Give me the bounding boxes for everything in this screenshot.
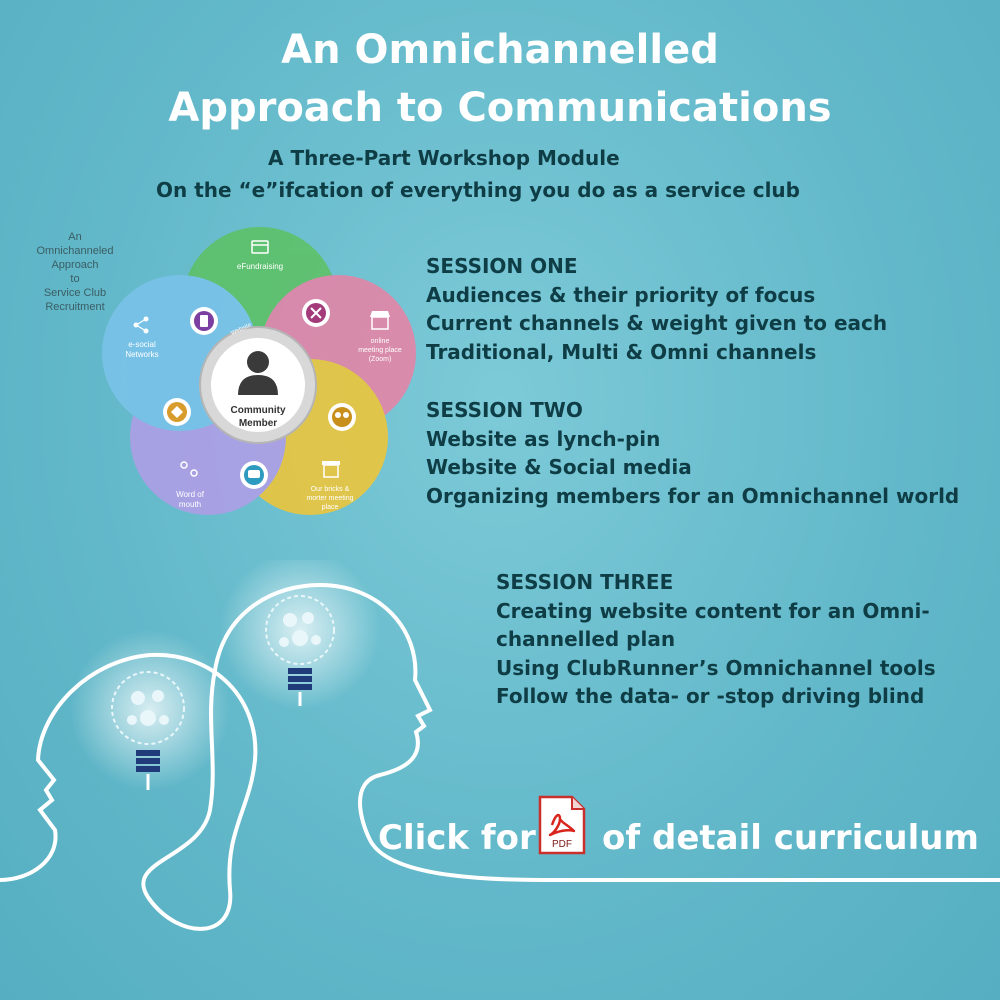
session-item: Audiences & their priority of focus — [426, 282, 816, 307]
session-item: Follow the data- or -stop driving blind — [496, 684, 925, 708]
session-item: Using ClubRunner’s Omnichannel tools — [496, 655, 936, 680]
session-one — [426, 252, 887, 366]
session-item: Website as lynch-pin — [426, 426, 661, 451]
phone-badge-icon — [190, 307, 218, 335]
cta-suffix: of detail curriculum — [602, 818, 979, 858]
pdf-icon — [538, 795, 586, 855]
subtitle-line1: A Three-Part Workshop Module — [268, 146, 620, 170]
session-heading: SESSION TWO — [426, 398, 583, 422]
session-item: Organizing members for an Omnichannel world — [426, 483, 960, 508]
session-item: Website & Social media — [426, 455, 692, 479]
side-note-line: Approach — [51, 259, 99, 271]
session-item: channelled plan — [496, 627, 676, 651]
session-heading: SESSION THREE — [496, 570, 674, 594]
petal-label-online-2: meeting place — [358, 347, 402, 354]
petal-label-esocial-2: Networks — [125, 350, 159, 359]
page-title-line1: An Omnichannelled — [281, 27, 719, 73]
petal-label-efundraising: eFundraising — [236, 262, 284, 271]
petal-label-bricks-3: place — [321, 504, 339, 511]
ring-label: Website — [230, 322, 253, 337]
session-item: Creating website content for an Omni- — [496, 598, 930, 623]
pdf-download-button[interactable] — [538, 795, 586, 855]
session-item: Current channels & weight given to each — [426, 311, 888, 335]
session-heading: SESSION ONE — [426, 254, 578, 278]
people-badge-icon — [328, 403, 356, 431]
petal-label-bricks-1: Our bricks & — [310, 486, 350, 493]
handshake-badge-icon — [163, 398, 191, 426]
petal-label-esocial-1: e-social — [128, 340, 156, 349]
page-title-line2: Approach to Communications — [168, 85, 832, 131]
chat-badge-icon — [240, 461, 268, 489]
side-note-line: to — [70, 273, 80, 285]
side-note-line: Omnichanneled — [36, 245, 114, 257]
petal-label-bricks-2: morter meeting — [306, 495, 354, 502]
heads-lightbulb-illustration — [0, 560, 1000, 1000]
subtitle-line2: On the “e”ifcation of everything you do as a service club — [156, 178, 800, 202]
petal-label-wom-1: Word of — [176, 490, 204, 499]
pdf-icon-label: PDF — [552, 839, 572, 850]
cta-prefix: Click for — [378, 818, 536, 858]
tools-badge-icon — [302, 299, 330, 327]
center-label-line1: Community — [230, 405, 286, 416]
petal-label-online-1: online — [370, 338, 390, 345]
petal-label-online-3: (Zoom) — [368, 356, 392, 363]
session-item: Traditional, Multi & Omni channels — [426, 339, 817, 364]
side-note-line: Recruitment — [45, 301, 105, 313]
side-note-line: Service Club — [43, 287, 107, 299]
session-two — [426, 396, 959, 510]
center-label-line2: Member — [238, 418, 278, 429]
side-note-line: An — [68, 231, 82, 243]
petal-label-wom-2: mouth — [178, 500, 202, 509]
